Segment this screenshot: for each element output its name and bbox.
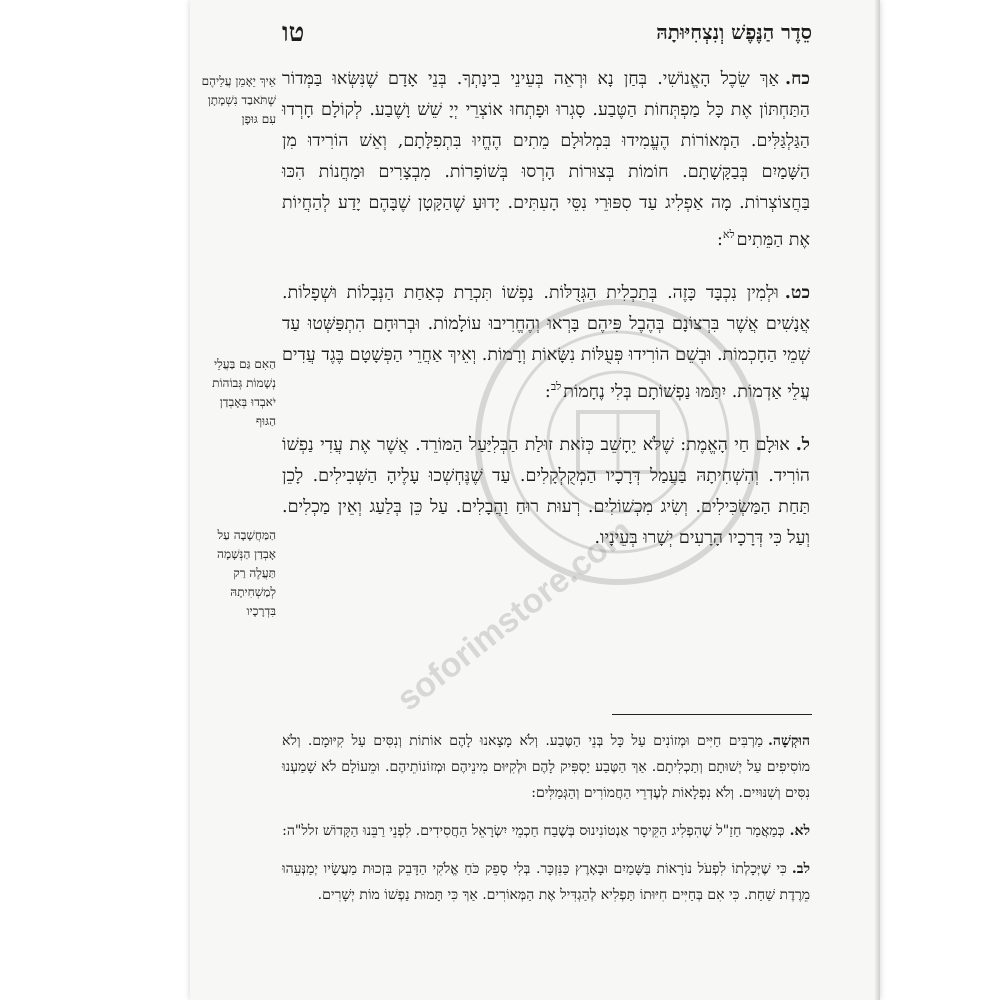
main-text xyxy=(282,64,810,576)
paragraph-text: אַךְ שֵׂכֶל הָאֱנוֹשִׁי. בְּחַן נָא וּרְאֵה בְּעֵינֵי בִינָתְךָ. בְּנֵי אָדָם שֶׁנִּשְּׂאוּ בַּמְּדוֹר הַתַּחְתּוֹן אֶת כָּל מַפְתְּחוֹת הַטֶּבַע. סָגְרוּ וּפָתְחוּ אוֹצְרֵי יְיָ שֵׁשׁ וָשֶׁבַע. לְקוֹלָם חָרְדוּ הַגַּלְגַּלִּים. הַמְּאוֹרוֹת הֶעֱמִידוּ בִּמְלוּלָם מֵתִים הֶחֱיוּ בִּתְפִלָּתָם, וְאֵשׁ הוֹרִידוּ מִן הַשָּׁמַיִם בְּבַקָּשָׁתָם. חוֹמוֹת בְּצוּרוֹת הָרְסוּ בְּשׁוֹפָרוֹת. מִבְצָרִים וּמַחֲנוֹת הִכּוּ בַּחֲצוֹצְרוֹת. מָה אַפְלִיג עַד סִפּוּרֵי נִסֵּי הָעִתִּים. יָדוּעַ שֶׁהַקָּטָן שֶׁבָּהֶם יָדַע לְהַחֲיוֹת אֶת הַמֵּתִים xyxy=(282,69,810,250)
running-header xyxy=(282,18,812,52)
margin-note: הַאִם גַּם בַּעֲלֵי נְשָׁמוֹת גְּבוֹהוֹת יֹאבְדוּ בְּאָבְדַן הַגּוּף xyxy=(212,357,276,428)
watermark-text: soforimstore.com xyxy=(389,511,640,719)
margin-note: הַמַּחֲשָׁבָה עַל אָבְדַן הַנְּשָׁמָה תַּעֲלֶה רַק לְמַשְׁחִיתָהּ בִּדְרָכָיו xyxy=(217,528,276,618)
paragraph-number: כח. xyxy=(784,69,810,89)
paragraph-number: כט. xyxy=(784,282,810,303)
footnotes xyxy=(282,728,810,920)
footnote-text: כִּי שֶׁיְּכָלְתוֹ לִפְעֹל נוֹרָאוֹת בַּשָּׁמַיִם וּבָאָרֶץ כַּנִּזְכָּר. בְּלִי סָפֵק כֹּחַ אֱלֹקִי הַדָּבֵק בִּזְכוּת מַעֲשָׂיו יְמַנְּעֵהוּ מֵרֶדֶת שַׁחַת. כִּי אִם בְּחַיִּים חִיּוּתוֹ תַּפְלִיא לְהַגְדִּיל אֶת הַמְּאוֹרִים. אַךְ כִּי תָּמוּת נַפְשׁוֹ מוֹת יְשָׁרִים. xyxy=(282,861,810,903)
paragraph xyxy=(282,430,810,554)
paragraph: כט.וּלְמִין נִכְבָּד כָּזֶה. בְּתַכְלִית הַגְּדֻלּוֹת. נַפְשׁוֹ תִּכְרַת כְּאַחַת הַנְּבָלוֹת וּשְׁפָלוֹת. אֲנָשִׁים אֲשֶׁר בִּרְצוֹנָם בְּהֶבֶל פִּיהֶם בָּרְאוּ וְהֶחֱרִיבוּ עוֹלָמוֹת. וּבְרוּחָם הִתְפַּשְּׁטוּ עַד שְׁמֵי הַחָכְמוֹת. וּבְשֵׁם הוֹרִידוּ פְּעֻלּוֹת נִשָּׂאוֹת וְרָמוֹת. וְאֵיךְ אַחֲרֵי הַפְּשָׁטָם בֶּגֶד עֲדִים עֲלֵי אַדְמוֹת. יִתַּמּוּ נַפְשׁוֹתָם בְּלִי נֶחָמוֹת$^{לב}$: xyxy=(282,282,810,402)
paragraph: כח.אַךְ שֵׂכֶל הָאֱנוֹשִׁי. בְּחַן נָא וּרְאֵה בְּעֵינֵי בִינָתְךָ. בְּנֵי אָדָם שֶׁנִּשְּׂאוּ בַּמְּדוֹר הַתַּחְתּוֹן אֶת כָּל מַפְתְּחוֹת הַטֶּבַע. סָגְרוּ וּפָתְחוּ אוֹצְרֵי יְיָ שֵׁשׁ וָשֶׁבַע. לְקוֹלָם חָרְדוּ הַגַּלְגַּלִּים. הַמְּאוֹרוֹת הֶעֱמִידוּ בִּמְלוּלָם מֵתִים הֶחֱיוּ בִּתְפִלָּתָם, וְאֵשׁ הוֹרִידוּ מִן הַשָּׁמַיִם בְּבַקָּשָׁתָם. חוֹמוֹת בְּצוּרוֹת הָרְסוּ בְּשׁוֹפָרוֹת. מִבְצָרִים וּמַחֲנוֹת הִכּוּ בַּחֲצוֹצְרוֹת. מָה אַפְלִיג עַד סִפּוּרֵי נִסֵּי הָעִתִּים. יָדוּעַ שֶׁהַקָּטָן שֶׁבָּהֶם יָדַע לְהַחֲיוֹת אֶת הַמֵּתִים$^{לא}$: xyxy=(282,69,810,250)
paragraph-text: וּלְמִין נִכְבָּד כָּזֶה. בְּתַכְלִית הַגְּדֻלּוֹת. נַפְשׁוֹ תִּכְרַת כְּאַחַת הַנְּבָלוֹת וּשְׁפָלוֹת. אֲנָשִׁים אֲשֶׁר בִּרְצוֹנָם בְּהֶבֶל פִּיהֶם בָּרְאוּ וְהֶחֱרִיבוּ עוֹלָמוֹת. וּבְרוּחָם הִתְפַּשְּׁטוּ עַד שְׁמֵי הַחָכְמוֹת. וּבְשֵׁם הוֹרִידוּ פְּעֻלּוֹת נִשָּׂאוֹת וְרָמוֹת. וְאֵיךְ אַחֲרֵי הַפְּשָׁטָם בֶּגֶד עֲדִים עֲלֵי אַדְמוֹת. יִתַּמּוּ נַפְשׁוֹתָם בְּלִי נֶחָמוֹת xyxy=(282,282,810,402)
book-page xyxy=(190,0,880,1000)
header-title: סֵדֶר הַנֶּפֶשׁ וְנִצְחִיּוּתָהּ xyxy=(656,20,812,44)
footnote-label: לא. xyxy=(789,823,810,839)
footnote-text: כְּמַאֲמַר חַזַ"ל שֶׁהִפְלִיג הַקֵּיסָר אַנְטוֹנִינוּס בְּשֶׁבַח חַכְמֵי יִשְׂרָאֵל הַחֲסִידִים. לִפְנֵי רַבֵּנוּ הַקָּדוֹשׁ זלל"ה: xyxy=(282,823,785,839)
margin-note: אֵיךְ יֵאָמֵן עֲלֵיהֶם שֶׁתֹּאבַד נִשְׁמָתָן עִם גּוּפָן xyxy=(201,74,276,126)
footnote-text: מַרְבִּים חַיִּים וּמְזוֹנִים עַל כָּל בְּנֵי הַטֶּבַע. וְלֹא מָצָאנוּ לָהֶם אוֹתוֹת וְנִסִּים עַל קִיּוּמָם. וְלֹא מוֹסִיפִים עַל יְשׁוּתָם וְתַכְלִיתָם. אַךְ הַטֶּבַע יַסְפִּיק לָהֶם וּלְקִיּוּם מִינֵיהֶם וּמְזוֹנוֹתֵיהֶם. וּמֵעוֹלָם לֹא שָׁמַעְנוּ נִסִּים וְשִׁנּוּיִים. וְלֹא נִפְלָאוֹת לְעֶדְרֵי הַחֲמוֹרִים וְהַגְּמַלִּים: xyxy=(282,733,810,801)
footnote-label: לב. xyxy=(791,861,810,877)
footnote-ref: לא xyxy=(722,228,735,241)
footnote-divider xyxy=(612,714,812,715)
footnote-label: הוּקְשָׁה. xyxy=(768,733,810,749)
footnote xyxy=(282,856,810,908)
page-number: טו xyxy=(282,18,305,48)
footnote xyxy=(282,818,810,844)
page-edge xyxy=(874,0,880,1000)
paragraph-number: ל. xyxy=(795,434,810,455)
footnote-ref: לב xyxy=(550,379,562,393)
paragraph-text: אוּלָם חַי הָאֱמֶת: שֶׁלֹּא יֵחָשֵׁב כְּזֹאת זוּלַת הַבְּלִיַּעַל הַמּוֹרֵד. אֲשֶׁר אֶת עֲדִי נַפְשׁוֹ הוֹרִיד. וְהִשְׁחִיתָהּ בַּעֲמַל דְּרָכָיו הַמְקֻלְקָלִים. עַד שֶׁנֶּחְשְׁכוּ עָלֶיהָ הַשְּׁבִילִים. לָכֵן תַּחַת הַמַּשְׂכִּילִים. וְשִׂיג מִכְשׁוֹלִים. רְעוּת רוּחַ וַהֲבָלִים. עַל כֵּן בְּלַעַג וְאֵין מַכְלִים. וְעַל כִּי דְּרָכָיו הָרָעִים יְשָׁרוּ בְּעֵינָיו. xyxy=(282,434,810,548)
footnote xyxy=(282,728,810,806)
